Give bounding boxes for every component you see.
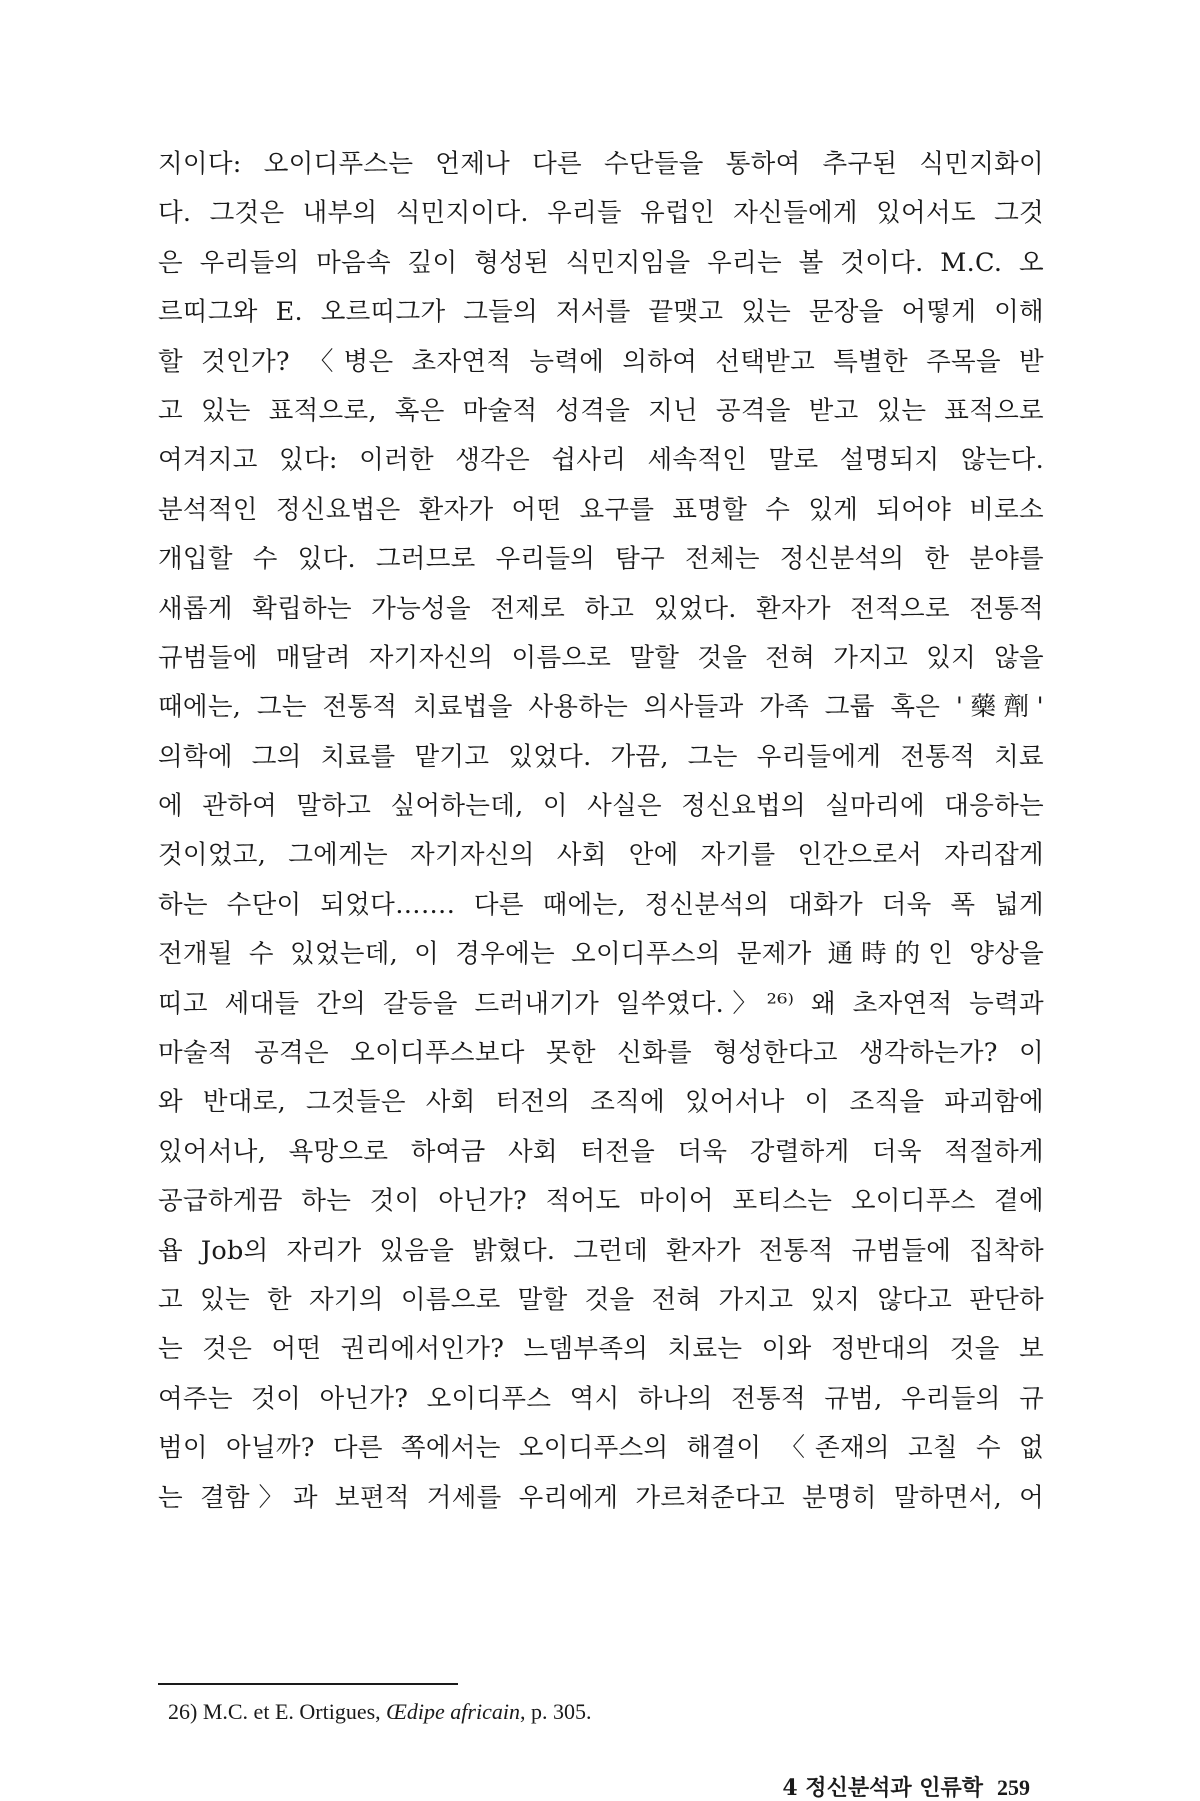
text-line: 다. 그것은 내부의 식민지이다. 우리들 유럽인 자신들에게 있어서도 그것 <box>158 198 1044 229</box>
text-line: 고 있는 한 자기의 이름으로 말할 것을 전혀 가지고 있지 않다고 판단하 <box>158 1284 1044 1315</box>
footnote-book-title: Œdipe africain <box>386 1699 520 1724</box>
footnote-reference: 26) M.C. et E. Ortigues, <box>168 1699 387 1724</box>
text-line: 개입할 수 있다. 그러므로 우리들의 탐구 전체는 정신분석의 한 분야를 <box>158 544 1044 575</box>
running-footer <box>782 1776 1030 1800</box>
footnote <box>168 1697 591 1727</box>
text-line: 는 결함〉과 보편적 거세를 우리에게 가르쳐준다고 분명히 말하면서, 어 <box>158 1482 1044 1513</box>
text-line: 규범들에 매달려 자기자신의 이름으로 말할 것을 전혀 가지고 있지 않을 <box>158 642 1044 673</box>
page-number: 259 <box>997 1775 1030 1800</box>
text-line: 고 있는 표적으로, 혹은 마술적 성격을 지닌 공격을 받고 있는 표적으로 <box>158 395 1044 426</box>
text-line: 지이다: 오이디푸스는 언제나 다른 수단들을 통하여 추구된 식민지화이 <box>158 149 1044 179</box>
text-line: 여주는 것이 아닌가? 오이디푸스 역시 하나의 전통적 규범, 우리들의 규 <box>158 1383 1044 1414</box>
text-line: 욥 Job의 자리가 있음을 밝혔다. 그런데 환자가 전통적 규범들에 집착하 <box>158 1235 1044 1266</box>
main-text <box>158 140 1044 1523</box>
text-line: 공급하게끔 하는 것이 아닌가? 적어도 마이어 포티스는 오이디푸스 곁에 <box>158 1186 1044 1217</box>
footnote-divider <box>158 1683 458 1685</box>
text-line: 할 것인가? 〈병은 초자연적 능력에 의하여 선택받고 특별한 주목을 받 <box>158 346 1044 377</box>
text-line: 범이 아닐까? 다른 쪽에서는 오이디푸스의 해결이 〈존재의 고칠 수 없 <box>158 1433 1044 1464</box>
text-line: 것이었고, 그에게는 자기자신의 사회 안에 자기를 인간으로서 자리잡게 <box>158 840 1044 871</box>
text-line: 새롭게 확립하는 가능성을 전제로 하고 있었다. 환자가 전적으로 전통적 <box>158 593 1044 624</box>
text-line: 은 우리들의 마음속 깊이 형성된 식민지임을 우리는 볼 것이다. M.C. 오 <box>158 247 1044 278</box>
text-line: 있어서나, 욕망으로 하여금 사회 터전을 더욱 강렬하게 더욱 적절하게 <box>158 1136 1044 1167</box>
text-line: 는 것은 어떤 권리에서인가? 느뎀부족의 치료는 이와 정반대의 것을 보 <box>158 1334 1044 1365</box>
text-line: 분석적인 정신요법은 환자가 어떤 요구를 표명할 수 있게 되어야 비로소 <box>158 494 1044 525</box>
text-line: 의학에 그의 치료를 맡기고 있었다. 가끔, 그는 우리들에게 전통적 치료 <box>158 741 1044 772</box>
text-line: 띠고 세대들 간의 갈등을 드러내기가 일쑤였다.〉²⁶⁾ 왜 초자연적 능력과 <box>158 988 1044 1019</box>
text-line: 르띠그와 E. 오르띠그가 그들의 저서를 끝맺고 있는 문장을 어떻게 이해 <box>158 297 1044 328</box>
text-line: 때에는, 그는 전통적 치료법을 사용하는 의사들과 가족 그룹 혹은 '藥劑' <box>158 692 1044 723</box>
chapter-title: 4 정신분석과 인류학 <box>782 1775 983 1801</box>
text-line: 여겨지고 있다: 이러한 생각은 쉽사리 세속적인 말로 설명되지 않는다. <box>158 445 1044 476</box>
text-line: 와 반대로, 그것들은 사회 터전의 조직에 있어서나 이 조직을 파괴함에 <box>158 1087 1044 1118</box>
text-line: 마술적 공격은 오이디푸스보다 못한 신화를 형성한다고 생각하는가? 이 <box>158 1038 1044 1069</box>
text-line: 에 관하여 말하고 싶어하는데, 이 사실은 정신요법의 실마리에 대응하는 <box>158 791 1044 822</box>
footnote-page: , p. 305. <box>519 1699 592 1724</box>
text-line: 전개될 수 있었는데, 이 경우에는 오이디푸스의 문제가 通時的인 양상을 <box>158 939 1044 970</box>
text-line: 하는 수단이 되었다……. 다른 때에는, 정신분석의 대화가 더욱 폭 넓게 <box>158 889 1044 920</box>
